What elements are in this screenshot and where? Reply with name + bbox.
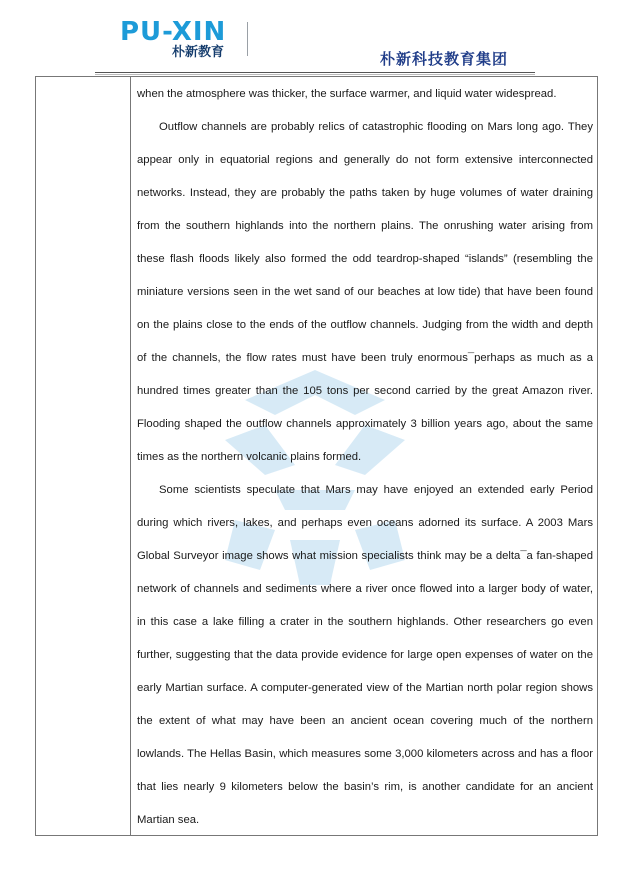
logo-text-en: PU-XIN: [120, 18, 227, 47]
puxin-logo-icon: [120, 18, 260, 60]
puxin-logo: [120, 18, 260, 60]
header-rule: [95, 72, 535, 73]
left-column-divider: [130, 76, 131, 836]
paragraph-2: Outflow channels are probably relics of catastrophic flooding on Mars long ago. They appear only in equatorial regions and generally do not form extensive interconnected networks. Instead, they are probably the paths taken by huge volumes of water draining from the southern highlands into the northern plains. The onrushing water arising from these flash floods likely also formed the odd teardrop-shaped “islands” (resembling the miniature versions seen in the wet sand of our beaches at low tide) that have been found on the plains close to the ends of the outflow channels. Judging from the width and depth of the channels, the flow rates must have been truly enormous¯perhaps as much as a hundred times greater than the 105 tons per second carried by the great Amazon river. Flooding shaped the outflow channels approximately 3 billion years ago, about the same times as the northern volcanic plains formed.: [137, 121, 593, 463]
logo-divider: [247, 22, 248, 56]
logo-text-cn: 朴新教育: [172, 45, 225, 60]
org-name: 朴新科技教育集团: [380, 50, 509, 68]
paragraph-1: when the atmosphere was thicker, the surface warmer, and liquid water widespread.: [137, 88, 557, 100]
paragraph-3: Some scientists speculate that Mars may have enjoyed an extended early Period during which rivers, lakes, and perhaps even oceans adorned its surface. A 2003 Mars Global Surveyor image shows what mission specialists think may be a delta¯a fan-shaped network of channels and sediments where a river once flowed into a larger body of water, in this case a lake filling a crater in the southern highlands. Other researchers go even further, suggesting that the data provide evidence for large open expenses of water on the early Martian surface. A computer-generated view of the Martian north polar region shows the extent of what may have been an ancient ocean covering much of the northern lowlands. The Hellas Basin, which measures some 3,000 kilometers across and has a floor that lies nearly 9 kilometers below the basin’s rim, is another candidate for an ancient Martian sea.: [137, 484, 593, 826]
header-rule-secondary: [95, 74, 535, 75]
article-body: [137, 78, 593, 837]
